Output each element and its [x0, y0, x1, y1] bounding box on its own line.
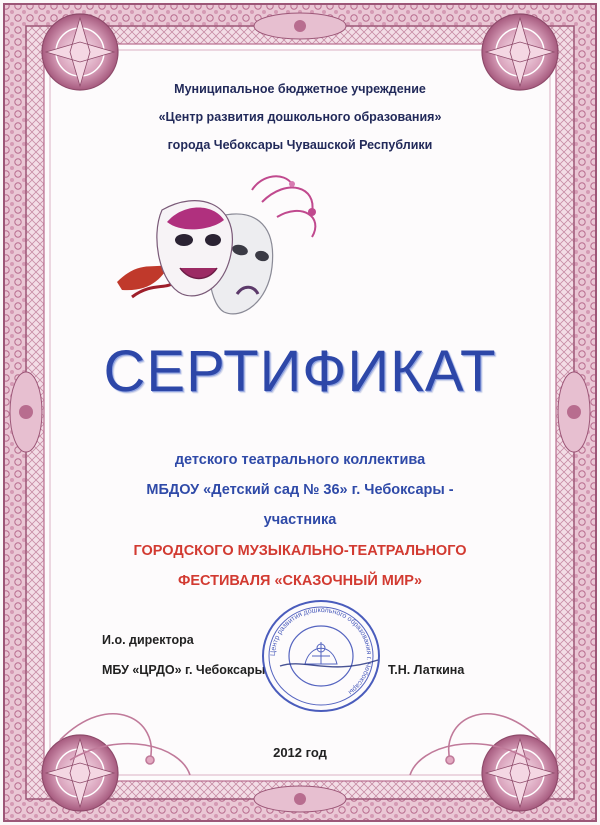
recipient-line-3: участника	[263, 512, 337, 528]
signatory-role: И.о. директора	[102, 633, 194, 647]
institution-line-2: «Центр развития дошкольного образования»	[158, 110, 442, 124]
certificate-year: 2012 год	[273, 745, 327, 760]
recipient-line-2: МБДОУ «Детский сад № 36» г. Чебоксары -	[146, 482, 454, 498]
event-line-1: ГОРОДСКОГО МУЗЫКАЛЬНО-ТЕАТРАЛЬНОГО	[133, 543, 467, 559]
stamp-text: Центр развития дошкольного образования г. Чебоксары	[269, 606, 373, 696]
theatre-masks-illustration	[112, 172, 330, 330]
official-stamp	[260, 598, 382, 714]
event-line-2: ФЕСТИВАЛЯ «СКАЗОЧНЫЙ МИР»	[177, 573, 423, 589]
institution-line-1: Муниципальное бюджетное учреждение	[174, 82, 426, 96]
signatory-organization: МБУ «ЦРДО» г. Чебоксары	[102, 663, 266, 677]
signatory-name: Т.Н. Латкина	[388, 663, 465, 677]
certificate-title: СЕРТИФИКАТ	[103, 339, 497, 404]
recipient-line-1: детского театрального коллектива	[174, 452, 426, 468]
institution-line-3: города Чебоксары Чувашской Республики	[167, 138, 433, 152]
